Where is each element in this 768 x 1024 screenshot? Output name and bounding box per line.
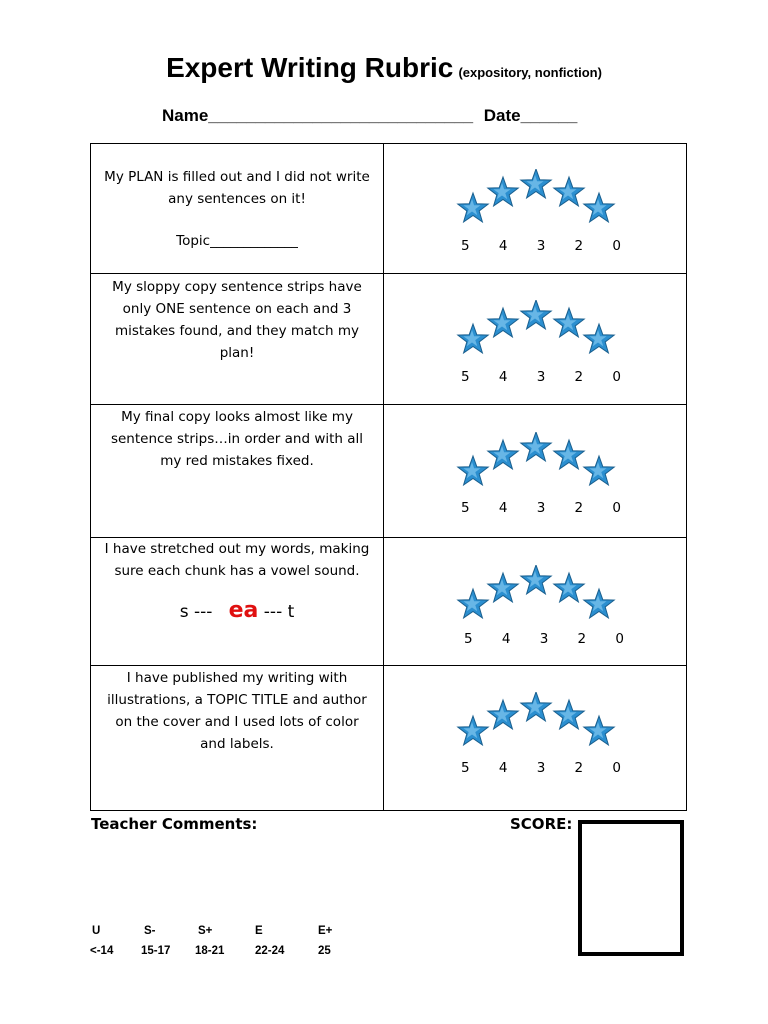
rubric-title: Expert Writing Rubric bbox=[166, 52, 454, 83]
score-0[interactable]: 0 bbox=[612, 238, 621, 254]
score-2[interactable]: 2 bbox=[574, 500, 584, 516]
score-3[interactable]: 3 bbox=[539, 631, 549, 647]
score-4[interactable]: 4 bbox=[498, 760, 508, 776]
score-0[interactable]: 0 bbox=[612, 369, 621, 385]
score-scale bbox=[461, 500, 621, 516]
star-rating-icon[interactable] bbox=[451, 692, 621, 752]
vowel-sound-example bbox=[101, 600, 373, 623]
grade-label: S- bbox=[144, 925, 156, 937]
rubric-row-sloppy-copy bbox=[91, 274, 686, 405]
rubric-subtitle: (expository, nonfiction) bbox=[458, 65, 602, 80]
score-0[interactable]: 0 bbox=[615, 631, 624, 647]
score-3[interactable]: 3 bbox=[536, 760, 546, 776]
score-3[interactable]: 3 bbox=[536, 369, 546, 385]
topic-field[interactable]: Topic_____________ bbox=[176, 233, 298, 249]
score-box[interactable] bbox=[578, 820, 684, 956]
rubric-row-published bbox=[91, 666, 686, 810]
star-rating-icon[interactable] bbox=[451, 300, 621, 360]
star-rating-icon[interactable] bbox=[451, 565, 621, 625]
score-3[interactable]: 3 bbox=[536, 238, 546, 254]
rubric-criterion bbox=[91, 666, 384, 810]
name-date-line bbox=[162, 106, 577, 126]
criterion-text: My sloppy copy sentence strips have only ONE sentence on each and 3 mistakes found, and they match my plan! bbox=[112, 279, 362, 361]
score-scale bbox=[461, 760, 621, 776]
score-4[interactable]: 4 bbox=[498, 369, 508, 385]
grade-label: U bbox=[92, 925, 101, 937]
vowel-chunk: ea bbox=[228, 598, 259, 623]
criterion-text: I have stretched out my words, making sure each chunk has a vowel sound. bbox=[104, 541, 370, 579]
star-rating-icon[interactable] bbox=[451, 169, 621, 229]
rubric-row-plan bbox=[91, 144, 686, 274]
grade-range: <-14 bbox=[90, 945, 114, 957]
grade-label: E bbox=[255, 925, 263, 937]
score-5[interactable]: 5 bbox=[461, 500, 470, 516]
score-3[interactable]: 3 bbox=[536, 500, 546, 516]
score-label: SCORE: bbox=[510, 815, 573, 833]
criterion-text: I have published my writing with illustrations, a TOPIC TITLE and author on the cover and I used lots of color and labels. bbox=[107, 670, 367, 752]
grade-range: 22-24 bbox=[255, 945, 285, 957]
name-field-label[interactable]: Name____________________________ bbox=[162, 106, 474, 125]
score-2[interactable]: 2 bbox=[574, 369, 584, 385]
rubric-table bbox=[90, 143, 687, 811]
score-5[interactable]: 5 bbox=[464, 631, 473, 647]
grade-label: E+ bbox=[318, 925, 333, 937]
page-title bbox=[0, 52, 768, 84]
score-scale bbox=[464, 631, 624, 647]
score-2[interactable]: 2 bbox=[574, 760, 584, 776]
date-field-label[interactable]: Date______ bbox=[483, 106, 578, 125]
score-0[interactable]: 0 bbox=[612, 500, 621, 516]
score-scale bbox=[461, 238, 621, 254]
grade-range: 15-17 bbox=[141, 945, 171, 957]
teacher-comments-label: Teacher Comments: bbox=[91, 815, 258, 833]
grade-range: 25 bbox=[318, 945, 331, 957]
score-2[interactable]: 2 bbox=[577, 631, 587, 647]
grade-range: 18-21 bbox=[195, 945, 225, 957]
rubric-criterion bbox=[91, 538, 384, 665]
sound-start: s --- bbox=[179, 602, 213, 622]
score-4[interactable]: 4 bbox=[498, 500, 508, 516]
score-5[interactable]: 5 bbox=[461, 760, 470, 776]
score-2[interactable]: 2 bbox=[574, 238, 584, 254]
score-4[interactable]: 4 bbox=[501, 631, 511, 647]
score-5[interactable]: 5 bbox=[461, 238, 470, 254]
score-scale bbox=[461, 369, 621, 385]
rubric-criterion bbox=[91, 144, 384, 273]
score-5[interactable]: 5 bbox=[461, 369, 470, 385]
rubric-row-final-copy bbox=[91, 405, 686, 538]
star-rating-icon[interactable] bbox=[451, 432, 621, 492]
criterion-text: My PLAN is filled out and I did not write any sentences on it! bbox=[104, 169, 370, 207]
score-0[interactable]: 0 bbox=[612, 760, 621, 776]
rubric-criterion bbox=[91, 274, 384, 404]
rubric-row-stretched-words bbox=[91, 538, 686, 666]
grade-label: S+ bbox=[198, 925, 213, 937]
sound-end: --- t bbox=[263, 602, 295, 622]
criterion-text: My final copy looks almost like my sentence strips…in order and with all my red mistakes fixed. bbox=[110, 409, 364, 469]
rubric-criterion bbox=[91, 405, 384, 537]
score-4[interactable]: 4 bbox=[498, 238, 508, 254]
